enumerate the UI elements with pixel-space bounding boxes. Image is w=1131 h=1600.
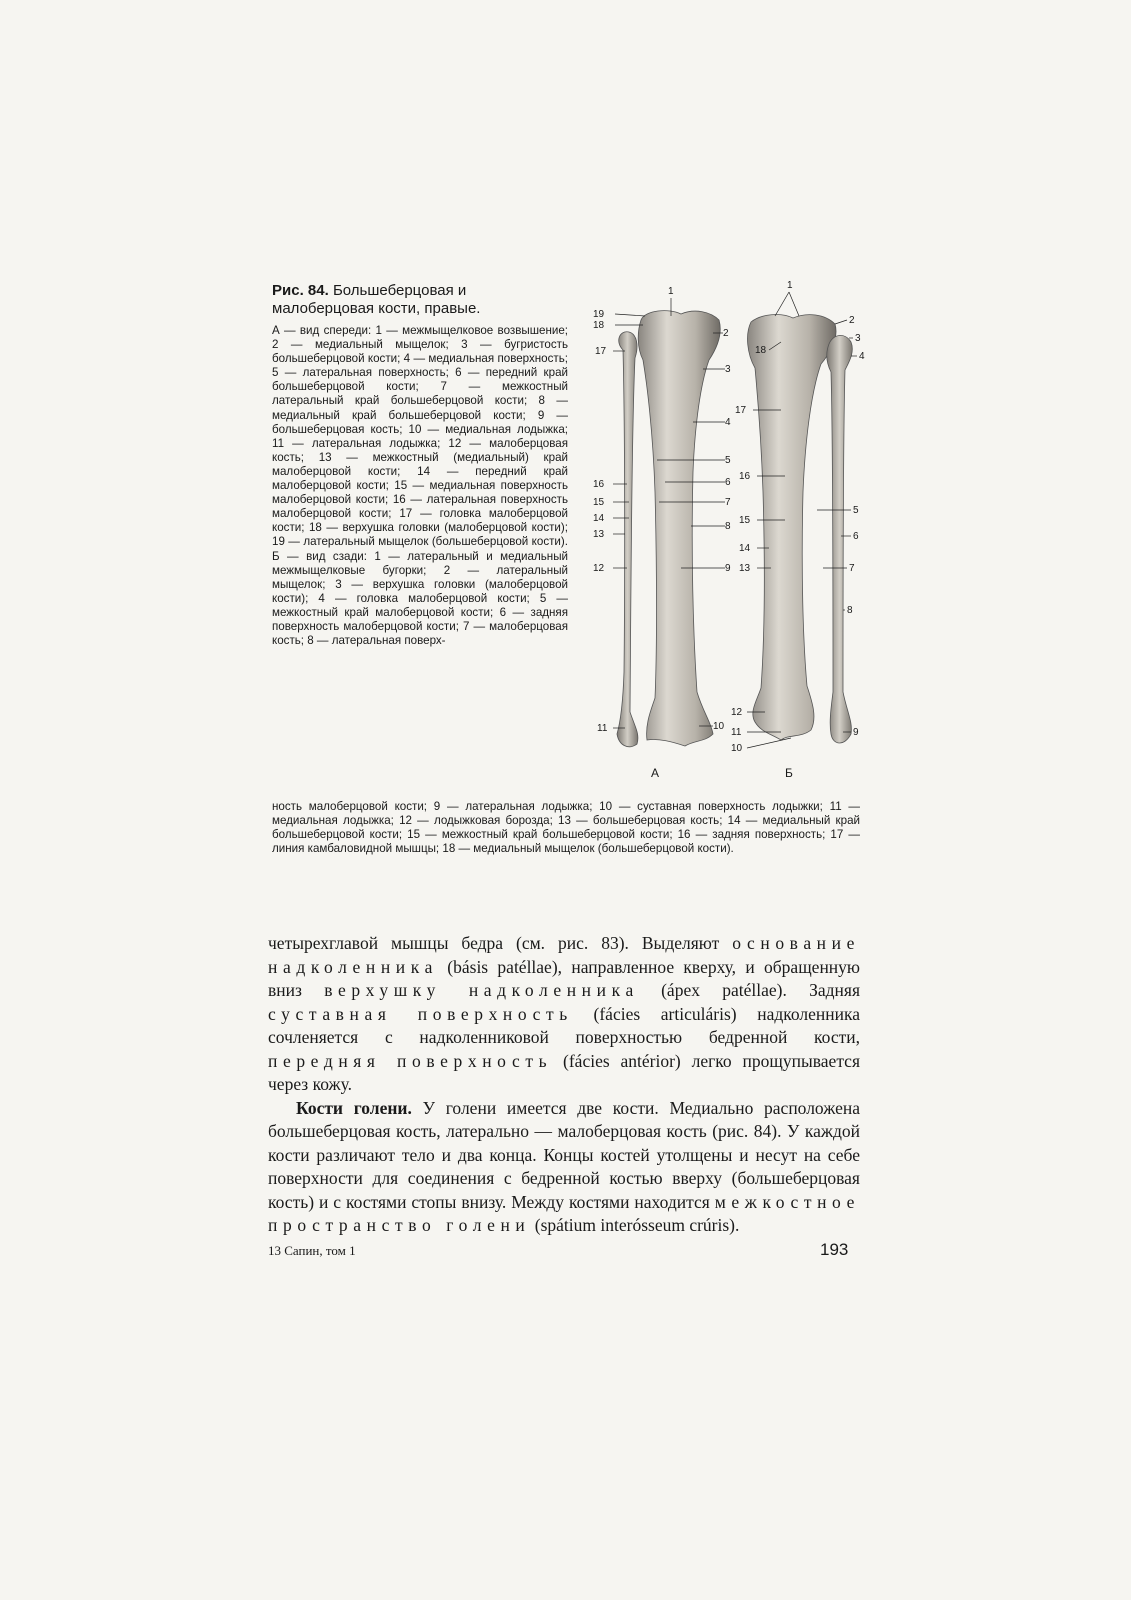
paragraph-patella: четырехглавой мышцы бедра (см. рис. 83). Выделяют основание надколенника (básis patéllae), направленное кверху, и обращенную вниз верхушку надколенника (ápex patéllae). Задняя суставная поверхность (fácies articuláris) надколенника сочленяется с надколенниковой поверхностью бедренной кости, передняя поверхность (fácies antérior) легко прощупывается через кожу. [268,933,861,1094]
term-articular-surface: суставная поверхность [268,1003,573,1024]
figure-number: Рис. 84. [272,282,329,299]
label-b-9: 9 [853,727,859,738]
term-apex-patellae: верхушку надколенника [324,980,639,1000]
figure-caption [272,282,568,648]
label-b-4: 4 [859,351,865,362]
label-a-7: 7 [725,497,731,508]
view-b-label: Б [785,766,793,780]
label-b-10: 10 [731,743,743,754]
body-text [268,932,860,1238]
label-b-12: 12 [731,707,743,718]
label-a-9: 9 [725,563,731,574]
label-b-1: 1 [787,280,793,291]
term-interosseous-space: межкостное пространство голени [268,1191,860,1235]
label-a-15: 15 [593,497,605,508]
label-a-18: 18 [593,320,605,331]
label-a-10: 10 [713,721,725,732]
label-b-16: 16 [739,471,751,482]
label-a-14: 14 [593,513,605,524]
label-a-1: 1 [668,286,674,297]
label-a-17: 17 [595,346,607,357]
label-a-11: 11 [597,723,608,734]
fibula-a [617,332,638,747]
label-b-7: 7 [849,563,855,574]
view-a-label: А [651,766,660,780]
caption-title [272,282,568,318]
label-a-5: 5 [725,455,731,466]
label-b-18: 18 [755,345,767,356]
label-a-3: 3 [725,364,731,375]
caption-legend-continued: ность малоберцовой кости; 9 — латеральная лодыжка; 10 — суставная поверхность лодыжки; 11 — медиальная лодыжка; 12 — лодыжковая борозда; 13 — большеберцовая кость; 14 — медиальный край большеберцовой кости; 15 — межкостный край большеберцовой кости; 16 — задняя поверхность; 17 —линия камбаловидной мышцы; 18 — медиальный мыщелок (большеберцовой кости). [272,800,860,856]
label-a-2: 2 [723,328,729,339]
paragraph-leg-bones: Кости голени. У голени имеется две кости. Медиально расположена большеберцовая кость, латерально — малоберцовая кость (рис. 84). У каждой кости различают тело и два конца. Концы костей утолщены и несут на себе поверхности для соединения с бедренной костью вверху (большеберцовая кость) и с костями стопы внизу. Между костями находится межкостное пространство голени (spátium interósseum crúris). [268,1097,861,1235]
term-basis-patellae: основание надколенника [268,933,860,977]
label-a-8: 8 [725,521,731,532]
bone-figure [585,272,875,792]
tibia-b [748,315,837,740]
label-b-2: 2 [849,315,855,326]
label-a-16: 16 [593,479,605,490]
label-a-13: 13 [593,529,605,540]
tibia-a [638,311,720,746]
label-a-19: 19 [593,309,605,320]
label-b-11: 11 [731,727,742,738]
figure-title: Большеберцовая и малоберцовая кости, правые. [272,282,481,317]
label-a-12: 12 [593,563,605,574]
term-anterior-surface: передняя поверхность [268,1050,553,1071]
section-heading: Кости голени. [296,1097,412,1118]
label-b-5: 5 [853,505,859,516]
label-b-8: 8 [847,605,853,616]
fibula-b [827,335,852,743]
label-b-17: 17 [735,405,747,416]
label-a-4: 4 [725,417,731,428]
signature-mark: 13 Сапин, том 1 [268,1243,356,1258]
label-b-15: 15 [739,515,751,526]
label-b-3: 3 [855,333,861,344]
label-a-6: 6 [725,477,731,488]
page-number: 193 [820,1240,849,1259]
label-b-13: 13 [739,563,751,574]
caption-legend: А — вид спереди: 1 — межмыщелковое возвышение; 2 — медиальный мыщелок; 3 — бугристость большеберцовой кости; 4 — медиальная поверхность; 5 — латеральная поверхность; 6 — передний край большеберцовой кости; 7 — межкостный латеральный край большеберцовой кости; 8 — медиальный край большеберцовой кости; 9 — большеберцовая кость; 10 — медиальная лодыжка; 11 — латеральная лодыжка; 12 — малоберцовая кость; 13 — межкостный (медиальный) край малоберцовой кости; 14 — передний край малоберцовой кости; 15 — медиальная поверхность малоберцовой кости; 16 — латеральная поверхность малоберцовой кости; 17 — головка малоберцовой кости; 18 — верхушка головки (малоберцовой кости); 19 — латеральный мыщелок (большеберцовой кости). Б — вид сзади: 1 — латеральный и медиальный межмыщелковые бугорки; 2 — латеральный мыщелок; 3 — верхушка головки (малоберцовой кости); 4 — головка малоберцовой кости; 5 — межкостный край малоберцовой кости; 6 — задняя поверхность малоберцовой кости; 7 — малоберцовая кость; 8 — латеральная поверх- [272,324,568,648]
label-b-14: 14 [739,543,751,554]
label-b-6: 6 [853,531,859,542]
